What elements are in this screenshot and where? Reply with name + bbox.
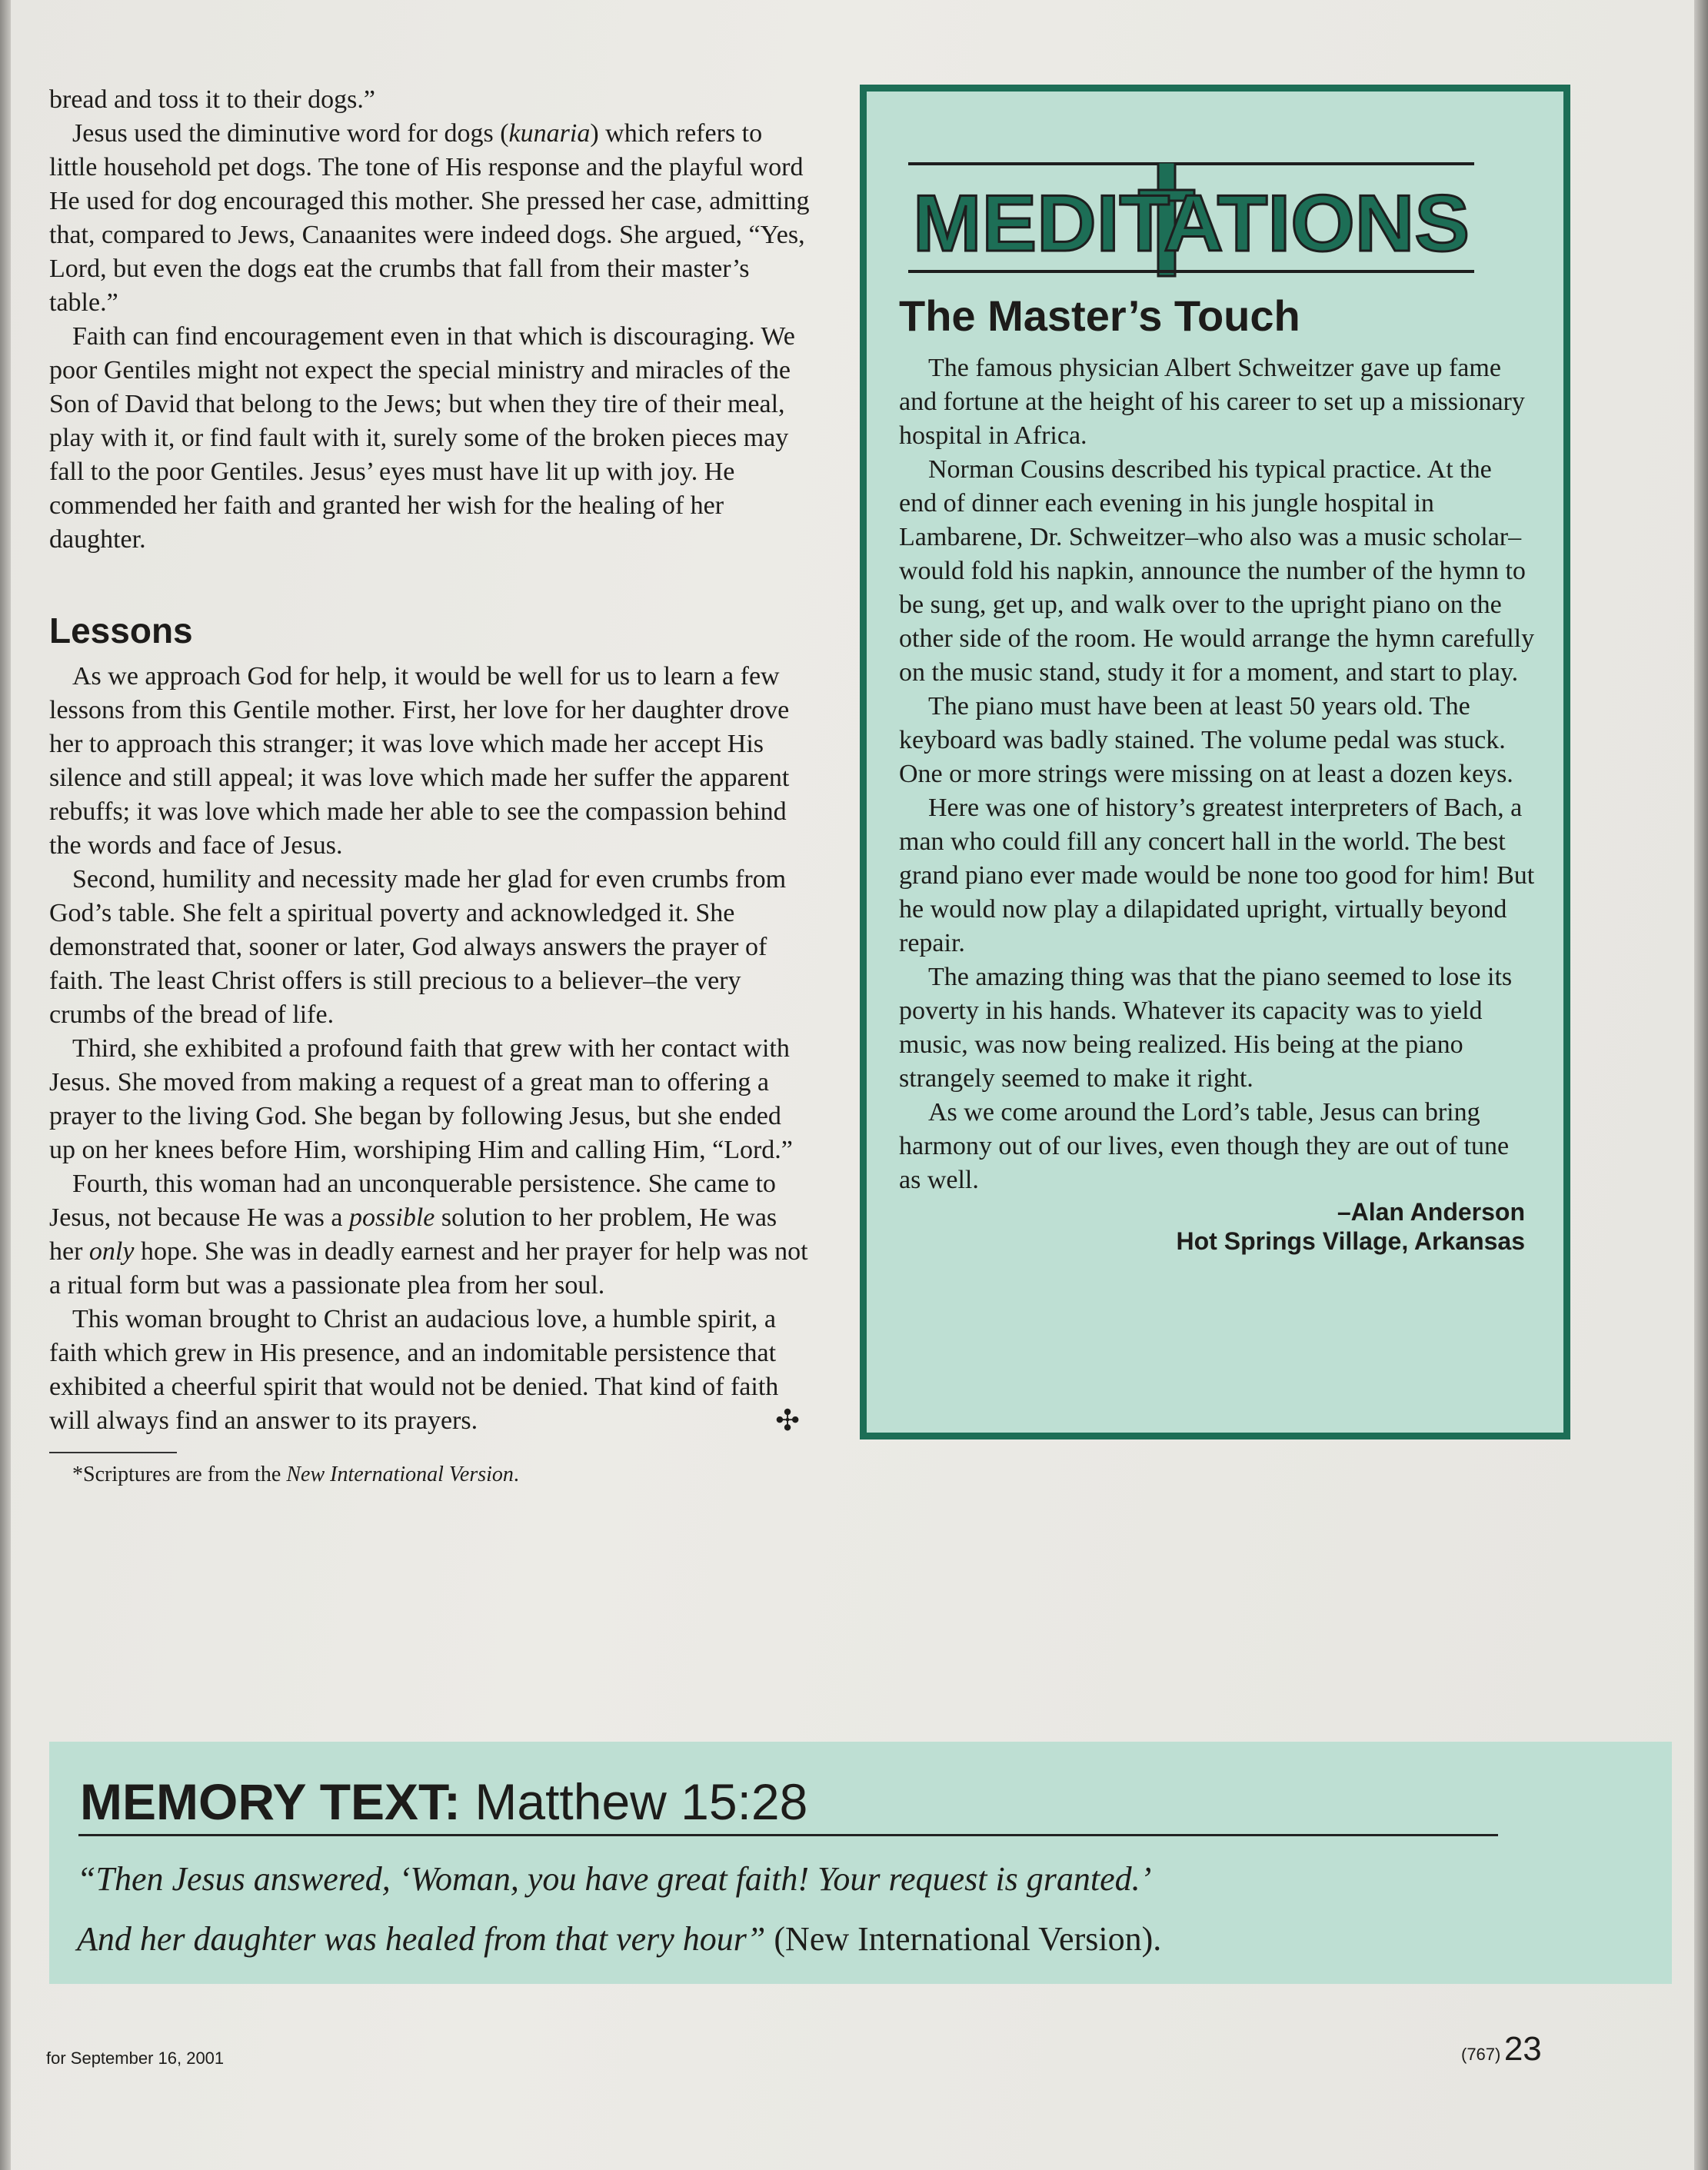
quote-line-2: And her daughter was healed from that very hour” [77,1920,766,1958]
byline-author: –Alan Anderson [1337,1198,1525,1226]
paragraph: Here was one of history’s greatest interpreters of Bach, a man who could fill any concert hall in the world. The best grand piano ever made would be none too good for him! But he would now play a dilapidated upright, virtually beyond repair. [899,794,1535,957]
masthead-rule [908,270,1474,273]
memory-heading [80,1772,807,1831]
paragraph: The piano must have been at least 50 years old. The keyboard was badly stained. The volume pedal was stuck. One or more strings were missing on at least a dozen keys. [899,692,1513,788]
emphasis: only [88,1237,135,1266]
end-of-article-icon: ✣ [775,1405,800,1437]
byline-location: Hot Springs Village, Arkansas [1176,1227,1525,1255]
paragraph [49,1303,811,1438]
sidebar-title: The Master’s Touch [899,291,1300,340]
quote-version: (New International Version). [765,1920,1162,1958]
paragraph: bread and toss it to their dogs.” [49,85,375,114]
text-run: This woman brought to Christ an audacious love, a humble spirit, a faith which grew in His presence, and an indomitable persistence that exhibited a cheerful spirit that would not be denied. That kind of faith will always find an answer to its prayers. [49,1305,779,1435]
paragraph: The famous physician Albert Schweitzer gave up fame and fortune at the height of his career to set up a missionary hospital in Africa. [899,354,1525,450]
memory-text-box [49,1742,1672,1984]
article-column [49,83,811,1489]
masthead [908,162,1474,278]
page-number: 23 [1503,2030,1542,2068]
paragraph: Norman Cousins described his typical practice. At the end of dinner each evening in his jungle hospital in Lambarene, Dr. Schweitzer–who also was a music scholar–would fold his napkin, announce the number of the hymn to be sung, get up, and walk over to the upright piano on the other side of the room. He would arrange the hymn carefully on the music stand, study it for a moment, and start to play. [899,455,1535,687]
section-heading: Lessons [49,611,193,651]
emphasis: possible [348,1203,435,1232]
footnote [49,1461,811,1489]
text-run: hope. She was in deadly earnest and her prayer for help was not a ritual form but was a passionate plea from her soul. [49,1237,808,1300]
paragraph: Third, she exhibited a profound faith that grew with her contact with Jesus. She moved from making a request of a great man to offering a prayer to the living God. She began by following Jesus, but she ended up on her knees before Him, worshiping Him and calling Him, “Lord.” [49,1034,793,1164]
text-run: *Scriptures are from the [72,1463,287,1486]
paragraph: Second, humility and necessity made her glad for even crumbs from God’s table. She felt a spiritual poverty and acknowledged it. She demonstrated that, sooner or later, God always answers the prayer of faith. The least Christ offers is still precious to a believer–the very crumbs of the bread of life. [49,865,787,1029]
text-run: Jesus used the diminutive word for dogs ( [72,119,509,148]
text-run: . [513,1463,519,1486]
page-code: (767) [1461,2045,1501,2064]
text-run: solution to her problem, He was her [49,1203,777,1266]
sidebar-body [899,351,1536,1197]
byline [908,1197,1525,1256]
emphasis: New International Version [286,1463,514,1486]
paragraph: As we come around the Lord’s table, Jesus can bring harmony out of our lives, even though they are out of tune as well. [899,1098,1510,1194]
footnote-divider [49,1452,177,1453]
paragraph: As we approach God for help, it would be well for us to learn a few lessons from this Gentile mother. First, her love for her daughter drove her to approach this stranger; it was love which made her accept His silence and still appeal; it was love which made her suffer the apparent rebuffs; it was love which made her able to see the compassion behind the words and face of Jesus. [49,662,790,860]
meditations-sidebar [860,85,1570,1439]
page-folio [1461,2030,1542,2068]
paragraph: Faith can find encouragement even in that which is discouraging. We poor Gentiles might not expect the special ministry and miracles of the Son of David that belong to the Jews; but when they tire of their meal, play with it, or find fault with it, surely some of the broken pieces may fall to the poor Gentiles. Jesus’ eyes must have lit up with joy. He commended her faith and granted her wish for the healing of her daughter. [49,322,795,554]
paragraph [49,117,811,320]
paragraph: The amazing thing was that the piano seemed to lose its poverty in his hands. Whatever its capacity was to yield music, was now being realized. His being at the piano strangely seemed to make it right. [899,963,1513,1093]
emphasis: kunaria [508,119,591,148]
masthead-title: MEDITATIONS [913,179,1470,268]
quote-line-1: “Then Jesus answered, ‘Woman, you have great faith! Your request is granted.’ [77,1860,1152,1898]
masthead-logo [908,162,1474,278]
memory-label: MEMORY TEXT: [80,1773,461,1830]
page-binding-edge [0,0,11,2170]
issue-date: for September 16, 2001 [46,2049,225,2068]
memory-reference: Matthew 15:28 [474,1773,808,1830]
text-run: ) which refers to little household pet dogs. The tone of His response and the playful word He used for dog encouraged this mother. She pressed her case, admitting that, compared to Jews, Canaanites were indeed dogs. She argued, “Yes, Lord, but even the dogs eat the crumbs that fall from their master’s table.” [49,119,810,317]
page-outer-edge [1694,0,1708,2170]
paragraph [49,1167,811,1303]
memory-divider [78,1834,1498,1836]
text-run: Fourth, this woman had an unconquerable persistence. She came to Jesus, not because He was a [49,1170,776,1232]
memory-quote [77,1849,1538,1969]
